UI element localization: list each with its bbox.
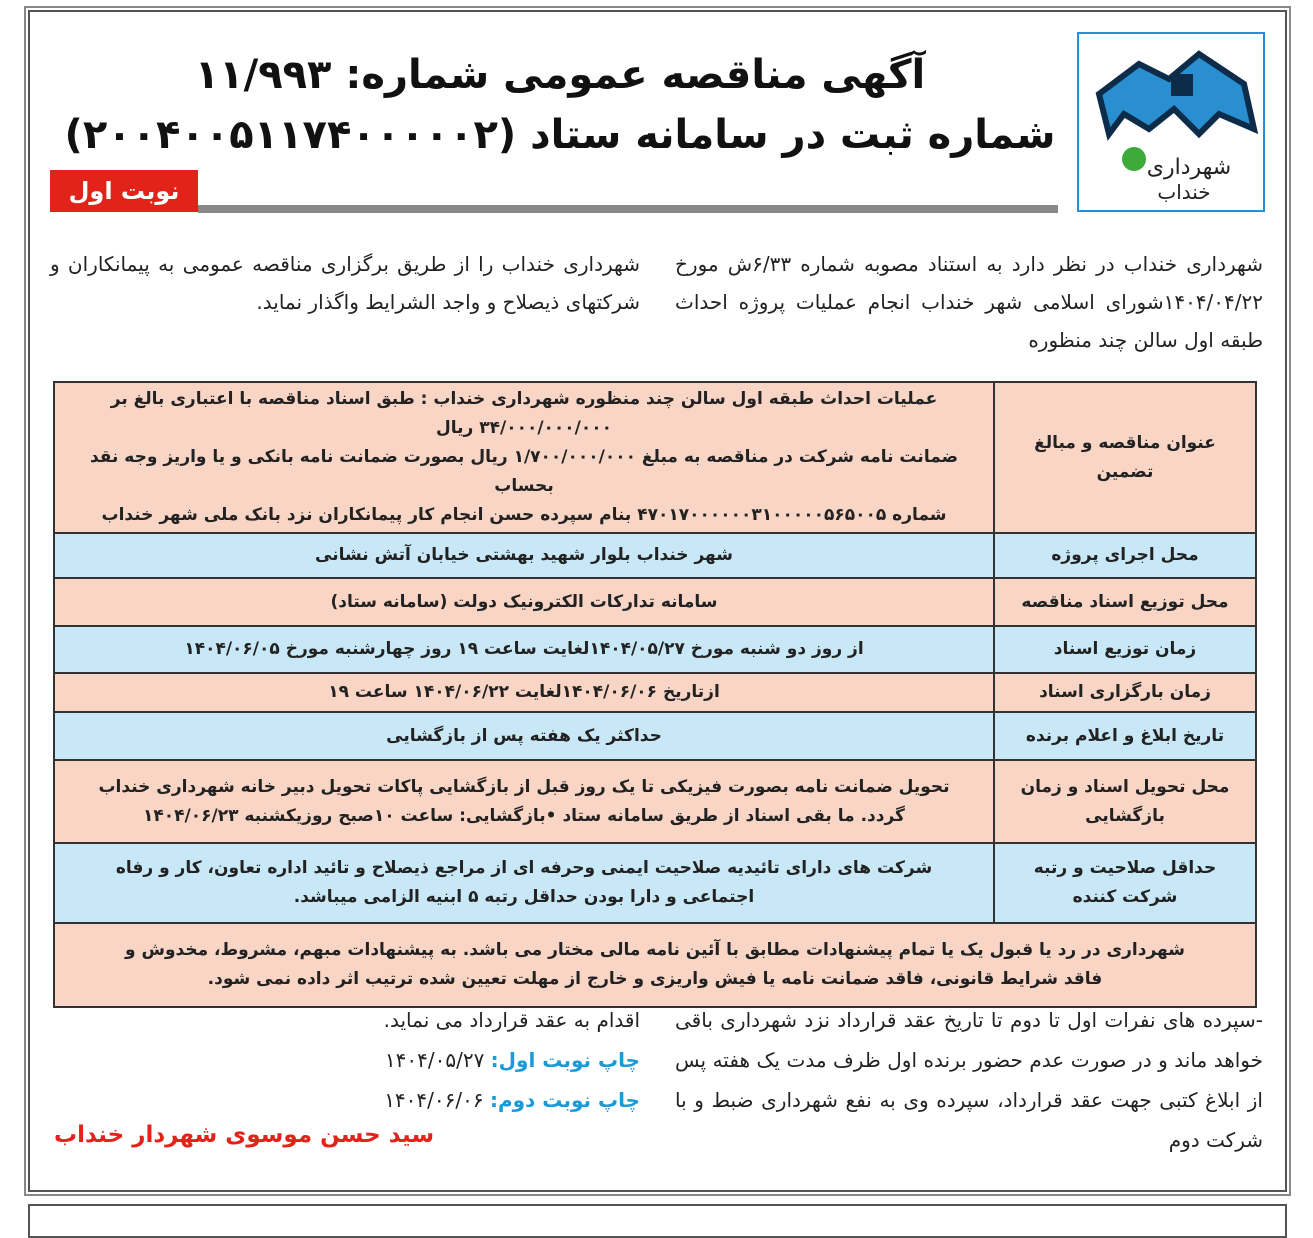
row-value-line: شرکت های دارای تائیدیه صلاحیت ایمنی وحرفه ای از مراجع ذیصلاح و تائید اداره تعاون، کار و رفاه xyxy=(115,858,933,878)
row-label: زمان بارگزاری اسناد xyxy=(994,673,1256,712)
svg-text:خنداب: خنداب xyxy=(1157,180,1211,204)
row-value xyxy=(54,626,994,673)
row-value-line: شماره ۴۷۰۱۷۰۰۰۰۰۰۳۱۰۰۰۰۰۵۶۵۰۰۵ بنام سپرده حسن انجام کار پیمانکاران نزد بانک ملی شهر خنداب xyxy=(101,505,947,525)
contract-text: اقدام به عقد قرارداد می نماید. xyxy=(383,1008,640,1032)
print-first-label: چاپ نوبت اول: xyxy=(490,1048,640,1072)
row-value-line: ضمانت نامه شرکت در مناقصه به مبلغ ۱/۷۰۰/۰۰۰/۰۰۰ ریال بصورت ضمانت نامه بانکی و یا واریز وجه نقد بحساب xyxy=(89,447,959,496)
table-row xyxy=(54,843,1256,923)
table-row xyxy=(54,673,1256,712)
terms-row xyxy=(54,923,1256,1007)
row-value-line: سامانه تدارکات الکترونیک دولت (سامانه ستاد) xyxy=(330,591,718,612)
table-row xyxy=(54,712,1256,760)
bottom-right-text: -سپرده های نفرات اول تا دوم تا تاریخ عقد قرارداد نزد شهرداری باقی خواهد ماند و در صورت عدم حضور برنده اول ظرف مدت یک هفته پس از ابلاغ کتبی جهت عقد قرارداد، سپرده وی به نفع شهرداری ضبط و با شرکت دوم xyxy=(675,1008,1263,1152)
row-value-line: گردد. ما بقی اسناد از طریق سامانه ستاد •بازگشایی: ساعت ۱۰صبح روزیکشنبه ۱۴۰۴/۰۶/۲۳ xyxy=(143,805,905,826)
next-notice-frame xyxy=(28,1204,1287,1238)
divider xyxy=(198,205,1058,213)
print-second-date: ۱۴۰۴/۰۶/۰۶ xyxy=(384,1088,484,1112)
svg-text:شهرداری: شهرداری xyxy=(1146,155,1232,180)
row-label: تاریخ ابلاغ و اعلام برنده xyxy=(994,712,1256,760)
signature: سید حسن موسوی شهردار خنداب xyxy=(54,1122,435,1148)
terms-text xyxy=(54,923,1256,1007)
row-value xyxy=(54,533,994,578)
row-label: محل توزیع اسناد مناقصه xyxy=(994,578,1256,626)
row-value-line: ازتاریخ ۱۴۰۴/۰۶/۰۶لغایت ۱۴۰۴/۰۶/۲۲ ساعت ۱۹ xyxy=(328,682,720,702)
row-label: حداقل صلاحیت و رتبه شرکت کننده xyxy=(994,843,1256,923)
edition-badge: نوبت اول xyxy=(50,170,198,212)
row-value-line: شهر خنداب بلوار شهید بهشتی خیابان آتش نشانی xyxy=(315,545,733,565)
row-label: محل تحویل اسناد و زمان بازگشایی xyxy=(994,760,1256,843)
print-second xyxy=(50,1080,640,1120)
table-row xyxy=(54,626,1256,673)
row-value xyxy=(54,578,994,626)
tender-title: آگهی مناقصه عمومی شماره: ۱۱/۹۹۳ xyxy=(194,52,926,98)
row-value-line: از روز دو شنبه مورخ ۱۴۰۴/۰۵/۲۷لغایت ساعت ۱۹ روز چهارشنبه مورخ ۱۴۰۴/۰۶/۰۵ xyxy=(184,639,864,659)
row-value xyxy=(54,382,994,533)
row-value-line: تحویل ضمانت نامه بصورت فیزیکی تا یک روز قبل از بازگشایی پاکات تحویل دبیر خانه شهرداری خنداب xyxy=(98,776,950,797)
row-value xyxy=(54,673,994,712)
terms-line: شهرداری در رد یا قبول یک یا تمام پیشنهادات مطابق با آئین نامه مالی مختار می باشد. به پیشنهادات مبهم، مشروط، مخدوش و xyxy=(125,940,1185,960)
row-value-line: عملیات احداث طبقه اول سالن چند منظوره شهرداری خنداب : طبق اسناد مناقصه با اعتباری بالغ بر xyxy=(110,389,938,409)
row-label: زمان توزیع اسناد xyxy=(994,626,1256,673)
row-value-line: حداکثر یک هفته پس از بازگشایی xyxy=(386,725,662,746)
row-value-line: اجتماعی و دارا بودن حداقل رتبه ۵ ابنیه الزامی میباشد. xyxy=(293,887,755,907)
table-row xyxy=(54,760,1256,843)
bottom-left xyxy=(50,1000,640,1120)
municipality-logo xyxy=(1077,32,1265,212)
row-value xyxy=(54,712,994,760)
print-first-date: ۱۴۰۴/۰۵/۲۷ xyxy=(384,1048,485,1072)
print-second-label: چاپ نوبت دوم: xyxy=(489,1088,640,1112)
row-value xyxy=(54,760,994,843)
print-first xyxy=(50,1040,640,1080)
table-row xyxy=(54,578,1256,626)
registration-number: شماره ثبت در سامانه ستاد (۲۰۰۴۰۰۵۱۱۷۴۰۰۰۰۰۲) xyxy=(64,112,1056,158)
table-row xyxy=(54,533,1256,578)
row-value xyxy=(54,843,994,923)
terms-line: فاقد شرایط قانونی، فاقد ضمانت نامه یا فیش واریزی و خارج از مهلت تعیین شده ترتیب اثر داده نمی شود. xyxy=(207,969,1103,989)
row-label: محل اجرای پروژه xyxy=(994,533,1256,578)
row-label: عنوان مناقصه و مبالغ تضمین xyxy=(994,382,1256,533)
row-value-line: ۳۴/۰۰۰/۰۰۰/۰۰۰ ریال xyxy=(436,418,612,438)
tender-table xyxy=(53,381,1257,1008)
intro-right: شهرداری خنداب در نظر دارد به استناد مصوبه شماره ۶/۳۳ش مورخ ۱۴۰۴/۰۴/۲۲شورای اسلامی شهر خنداب انجام عملیات پروژه احداث طبقه اول سالن چند منظوره xyxy=(675,252,1263,352)
table-row xyxy=(54,382,1256,533)
intro-left: شهرداری خنداب را از طریق برگزاری مناقصه عمومی به پیمانکاران و شرکتهای ذیصلاح و واجد الشرایط واگذار نماید. xyxy=(50,252,640,314)
